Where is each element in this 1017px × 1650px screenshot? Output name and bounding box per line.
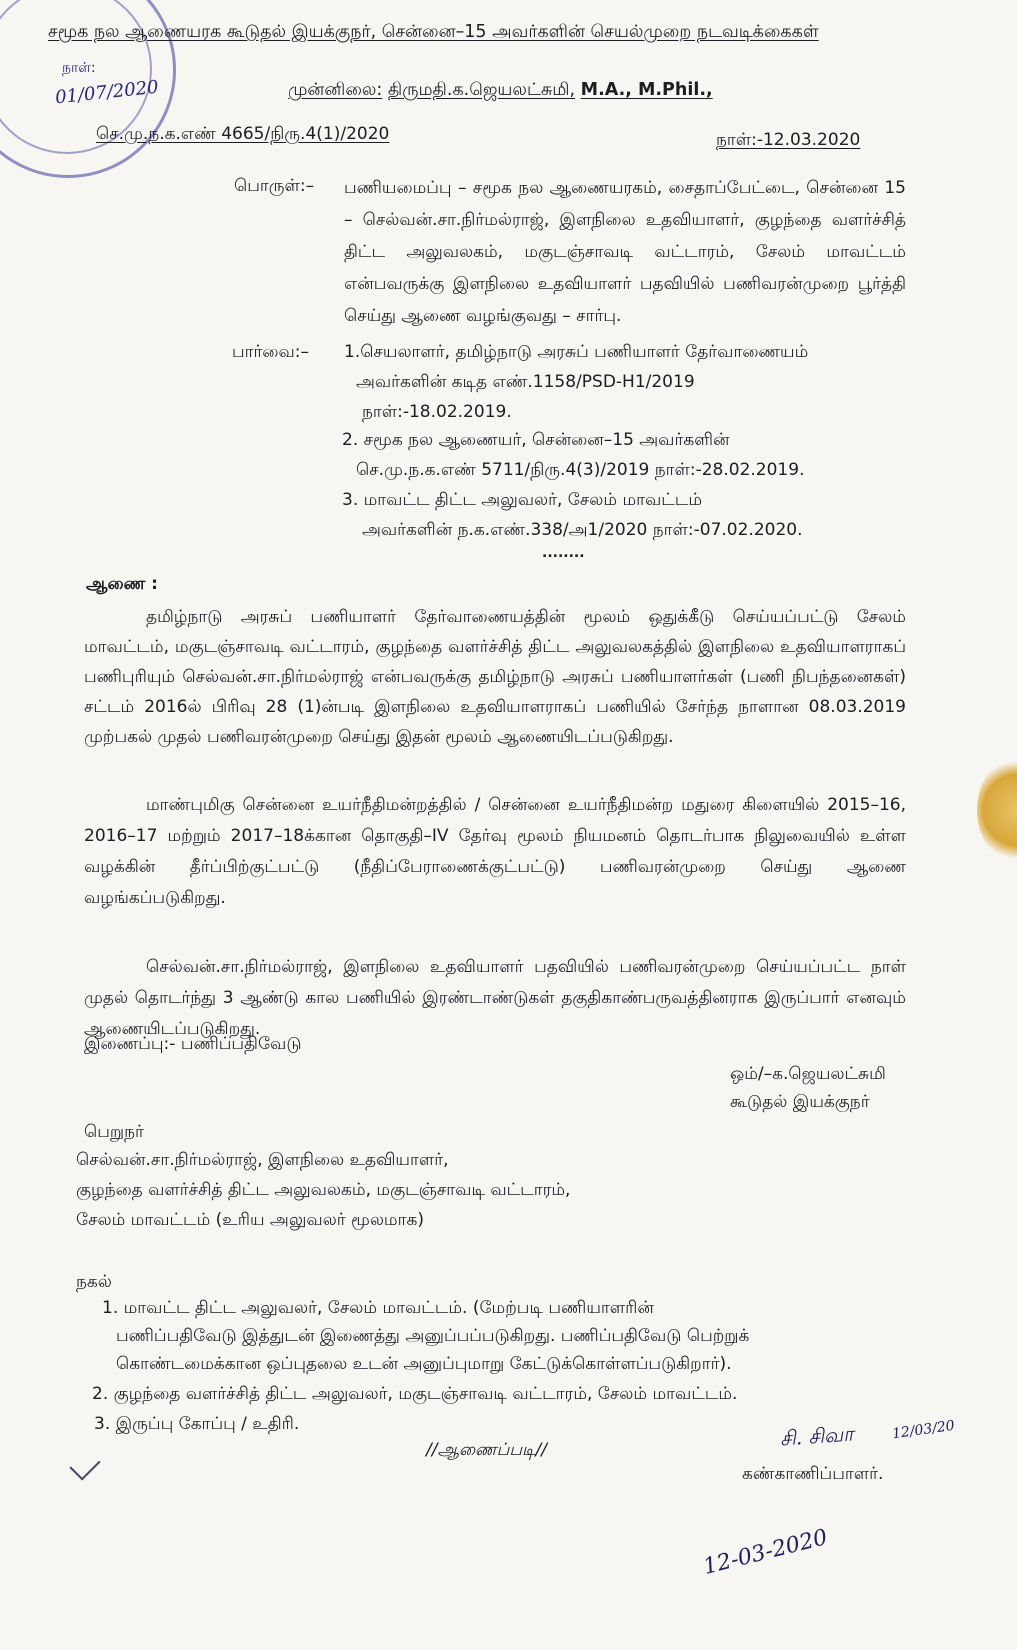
reference-3-line-1: 3. மாவட்ட திட்ட அலுவலர், சேலம் மாவட்டம் <box>342 490 703 510</box>
stamp-date-label: நாள்: <box>62 60 96 76</box>
reference-2-line-1: 2. சமூக நல ஆணையர், சென்னை–15 அவர்களின் <box>342 430 730 450</box>
signatory-name: ஒம்/–க.ஜெயலட்சுமி <box>730 1064 886 1084</box>
subject-label: பொருள்:– <box>234 176 315 196</box>
order-by-line: //ஆணைப்படி// <box>426 1440 547 1460</box>
checkmark-icon <box>69 1449 100 1480</box>
presence-line <box>288 80 713 102</box>
reference-1-line-3: நாள்:-18.02.2019. <box>362 402 512 422</box>
recipient-label: பெறுநர் <box>84 1122 144 1142</box>
order-heading: ஆணை : <box>86 574 158 594</box>
copy-2: 2. குழந்தை வளர்ச்சித் திட்ட அலுவலர், மகுடஞ்சாவடி வட்டாரம், சேலம் மாவட்டம். <box>92 1384 738 1404</box>
reference-1-line-1: 1.செயலாளர், தமிழ்நாடு அரசுப் பணியாளர் தேர்வாணையம் <box>344 342 809 362</box>
presence-degree: M.A., M.Phil., <box>580 80 713 100</box>
reference-1-line-2: அவர்களின் கடித எண்.1158/PSD-H1/2019 <box>356 372 695 392</box>
handwritten-signature-date: 12/03/20 <box>891 1417 956 1443</box>
copy-3: 3. இருப்பு கோப்பு / உதிரி. <box>94 1414 300 1434</box>
reference-separator: ........ <box>542 545 585 561</box>
reference-2-line-2: செ.மு.ந.க.எண் 5711/நிரு.4(3)/2019 நாள்:-28.02.2019. <box>356 460 805 480</box>
order-paragraph-1: தமிழ்நாடு அரசுப் பணியாளர் தேர்வாணையத்தின் மூலம் ஒதுக்கீடு செய்யப்பட்டு சேலம் மாவட்டம், மகுடஞ்சாவடி வட்டாரம், குழந்தை வளர்ச்சித் திட்ட அலுவலகத்தில் இளநிலை உதவியாளராகப் பணிபுரியும் செல்வன்.சா.நிர்மல்ராஜ் என்பவருக்கு தமிழ்நாடு அரசுப் பணியாளர்கள் (பணி நிபந்தனைகள்) சட்டம் 2016ல் பிரிவு 28 (1)ன்படி இளநிலை உதவியாளராகப் பணியில் சேர்ந்த நாளான 08.03.2019 முற்பகல் முதல் பணிவரன்முறை செய்து இதன் மூலம் ஆணையிடப்படுகிறது. <box>84 607 906 747</box>
copy-label: நகல் <box>76 1272 112 1292</box>
document-title: சமூக நல ஆணையரக கூடுதல் இயக்குநர், சென்னை–15 அவர்களின் செயல்முறை நடவடிக்கைகள் <box>48 22 819 42</box>
order-date: நாள்:-12.03.2020 <box>716 130 861 150</box>
copy-1-line-2: பணிப்பதிவேடு இத்துடன் இணைத்து அனுப்பப்படுகிறது. பணிப்பதிவேடு பெற்றுக் <box>116 1326 750 1346</box>
signatory-title: கூடுதல் இயக்குநர் <box>730 1092 870 1112</box>
reference-3-line-2: அவர்களின் ந.க.எண்.338/அ1/2020 நாள்:-07.02.2020. <box>362 520 803 540</box>
recipient-line-1: செல்வன்.சா.நிர்மல்ராஜ், இளநிலை உதவியாளர், <box>76 1150 449 1170</box>
order-paragraph-2: மாண்புமிகு சென்னை உயர்நீதிமன்றத்தில் / சென்னை உயர்நீதிமன்ற மதுரை கிளையில் 2015–16, 2016–17 மற்றும் 2017–18க்கான தொகுதி–IV தேர்வு மூலம் நியமனம் தொடர்பாக நிலுவையில் உள்ள வழக்கின் தீர்ப்பிற்குட்பட்டு (நீதிப்பேராணைக்குட்பட்டு) பணிவரன்முறை செய்து ஆணை வழங்கப்படுகிறது. <box>84 795 906 908</box>
order-paragraph-3: செல்வன்.சா.நிர்மல்ராஜ், இளநிலை உதவியாளர் பதவியில் பணிவரன்முறை செய்யப்பட்ட நாள் முதல் தொடர்ந்து 3 ஆண்டு கால பணியில் இரண்டாண்டுகள் தகுதிகாண்பருவத்தினராக இருப்பார் எனவும் ஆணையிடப்படுகிறது. <box>84 957 906 1039</box>
superintendent-title: கண்காணிப்பாளர். <box>742 1464 884 1484</box>
handwritten-date: 12-03-2020 <box>700 1525 830 1580</box>
recipient-line-3: சேலம் மாவட்டம் (உரிய அலுவலர் மூலமாக) <box>76 1210 425 1230</box>
copy-1-line-1: 1. மாவட்ட திட்ட அலுவலர், சேலம் மாவட்டம். (மேற்படி பணியாளரின் <box>102 1298 654 1318</box>
reference-number: செ.மு.ந.க.எண் 4665/நிரு.4(1)/2020 <box>96 124 390 144</box>
presence-label: முன்னிலை: <box>288 80 383 100</box>
reference-label: பார்வை:– <box>232 342 309 362</box>
recipient-line-2: குழந்தை வளர்ச்சித் திட்ட அலுவலகம், மகுடஞ்சாவடி வட்டாரம், <box>76 1180 571 1200</box>
presence-name: திருமதி.க.ஜெயலட்சுமி, <box>387 80 576 100</box>
stamp-date: 01/07/2020 <box>54 76 160 109</box>
thumb-shadow <box>977 760 1017 860</box>
copy-1-line-3: கொண்டமைக்கான ஒப்புதலை உடன் அனுப்புமாறு கேட்டுக்கொள்ளப்படுகிறார்). <box>116 1354 732 1374</box>
subject-text: பணியமைப்பு – சமூக நல ஆணையரகம், சைதாப்பேட்டை, சென்னை 15 – செல்வன்.சா.நிர்மல்ராஜ், இளநிலை உதவியாளர், குழந்தை வளர்ச்சித் திட்ட அலுவலகம், மகுடஞ்சாவடி வட்டாரம், சேலம் மாவட்டம் என்பவருக்கு இளநிலை உதவியாளர் பதவியில் பணிவரன்முறை பூர்த்தி செய்து ஆணை வழங்குவது – சார்பு. <box>344 178 906 326</box>
handwritten-signature: சி. சிவா <box>779 1421 855 1451</box>
enclosure-line: இணைப்பு:- பணிப்பதிவேடு <box>84 1034 302 1054</box>
